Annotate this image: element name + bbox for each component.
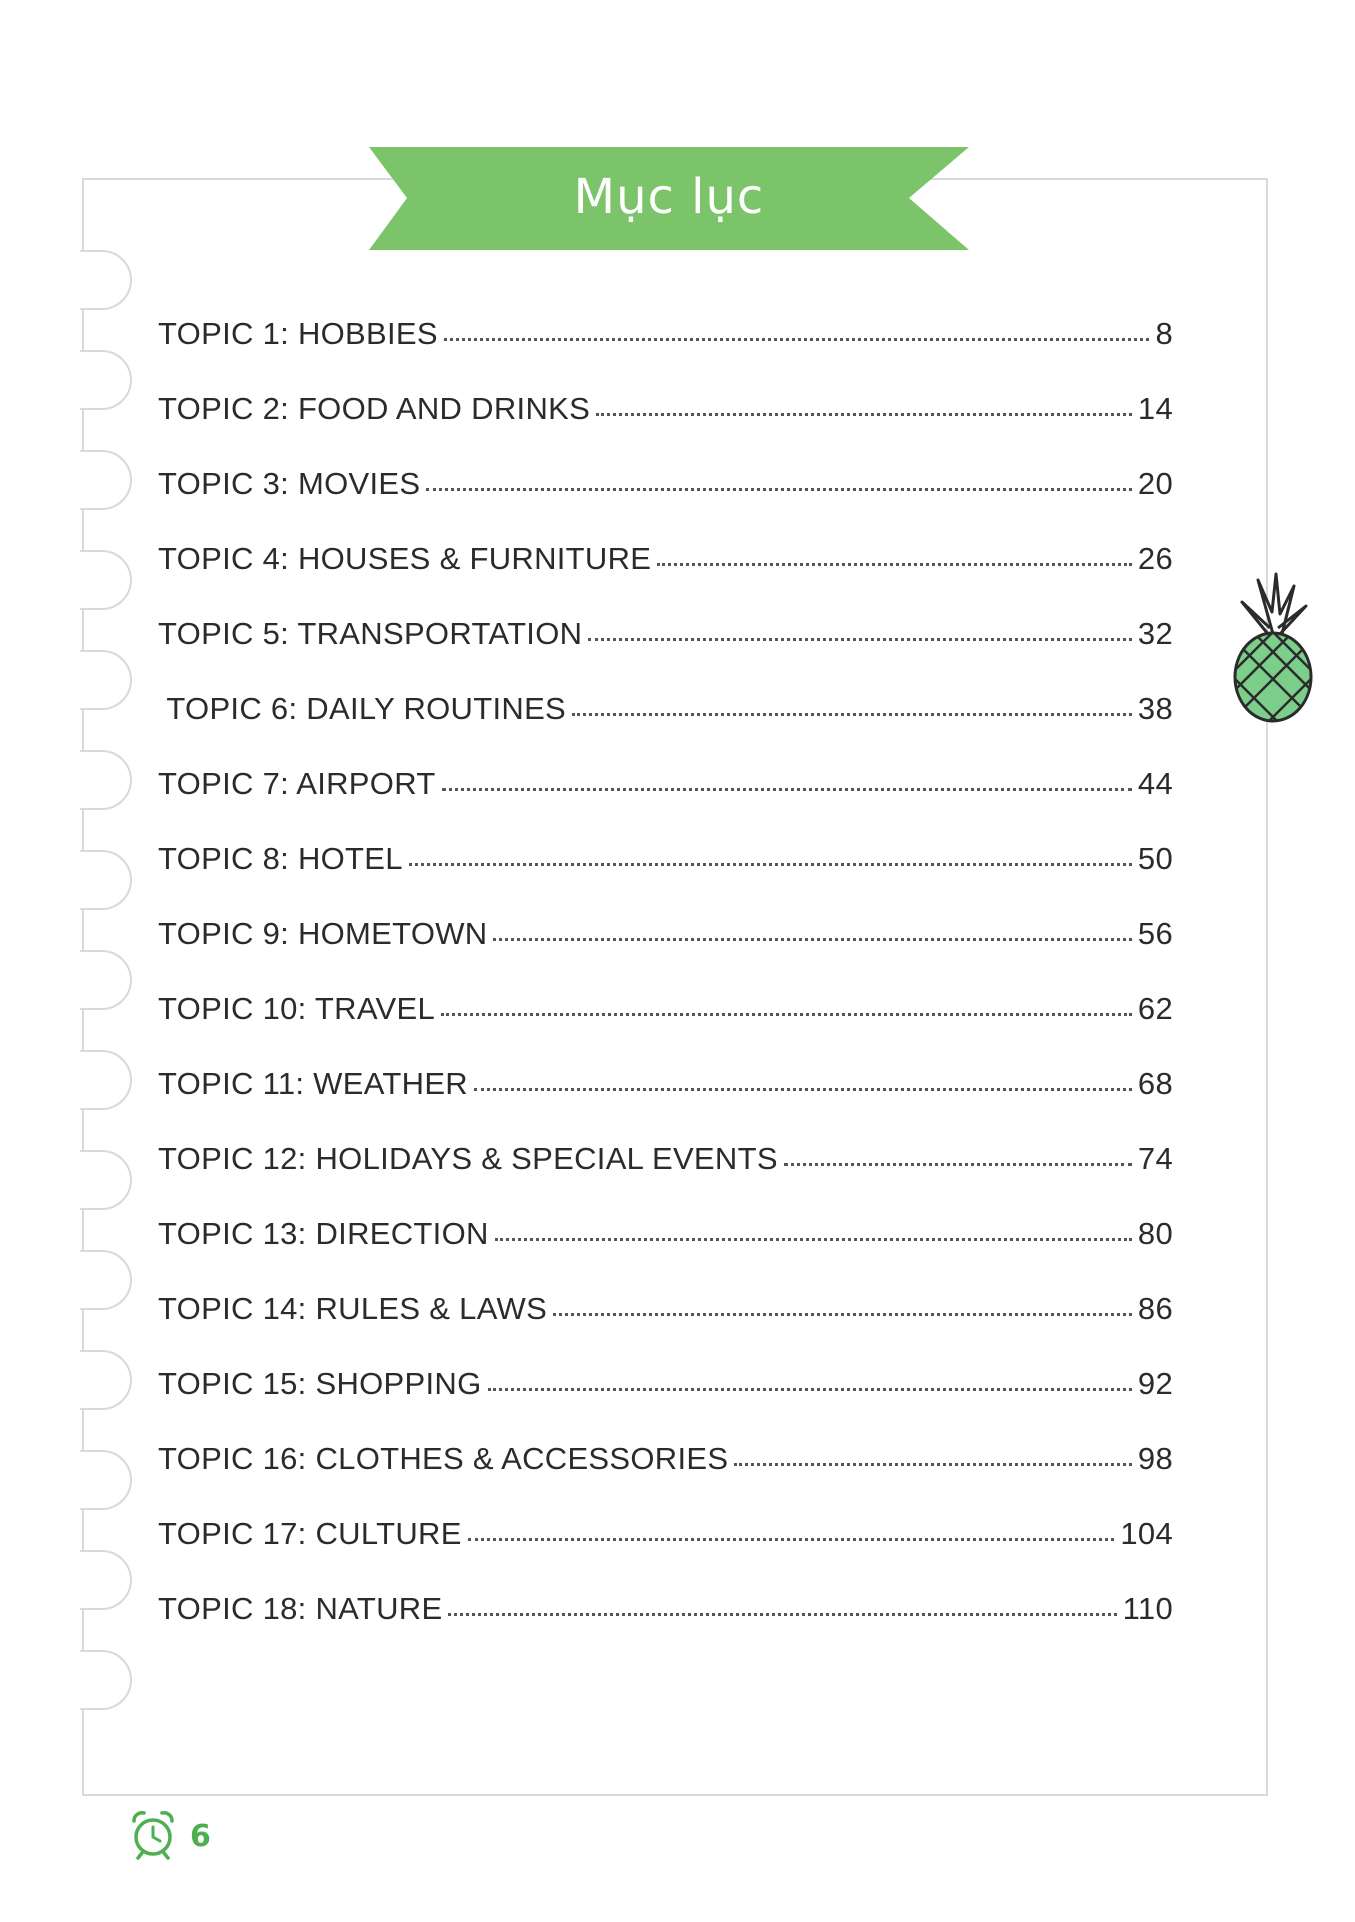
- binding-ring: [80, 650, 132, 710]
- toc-item[interactable]: [158, 916, 1173, 991]
- toc-page-number: 20: [1137, 466, 1173, 501]
- toc-label: TOPIC 9: HOMETOWN: [158, 916, 488, 951]
- toc-item[interactable]: [158, 1366, 1173, 1441]
- toc-item[interactable]: [158, 1216, 1173, 1291]
- toc-label: TOPIC 16: CLOTHES & ACCESSORIES: [158, 1441, 729, 1476]
- toc-label: TOPIC 12: HOLIDAYS & SPECIAL EVENTS: [158, 1141, 778, 1176]
- toc-page-number: 44: [1137, 766, 1173, 801]
- pineapple-icon: [1228, 572, 1318, 724]
- dot-leader: [493, 938, 1131, 941]
- toc-page-number: 104: [1120, 1516, 1173, 1551]
- table-of-contents: [158, 316, 1173, 1666]
- toc-item[interactable]: [158, 841, 1173, 916]
- toc-item[interactable]: [158, 1291, 1173, 1366]
- dot-leader: [441, 1013, 1132, 1016]
- toc-item[interactable]: [158, 1591, 1173, 1666]
- toc-item[interactable]: [158, 1066, 1173, 1141]
- dot-leader: [442, 788, 1132, 791]
- toc-label: TOPIC 10: TRAVEL: [158, 991, 436, 1026]
- toc-page-number: 86: [1137, 1291, 1173, 1326]
- dot-leader: [444, 338, 1150, 341]
- binding-ring: [80, 1350, 132, 1410]
- toc-page-number: 50: [1137, 841, 1173, 876]
- toc-page-number: 110: [1122, 1591, 1173, 1626]
- toc-page-number: 56: [1137, 916, 1173, 951]
- toc-item[interactable]: [158, 1141, 1173, 1216]
- toc-item[interactable]: [158, 541, 1173, 616]
- toc-label: TOPIC 2: FOOD AND DRINKS: [158, 391, 591, 426]
- page-title: Mục lục: [573, 169, 765, 225]
- toc-label: TOPIC 18: NATURE: [158, 1591, 443, 1626]
- toc-item[interactable]: [158, 766, 1173, 841]
- page-number: 6: [190, 1818, 211, 1854]
- binding-ring: [80, 1450, 132, 1510]
- dot-leader: [426, 488, 1132, 491]
- dot-leader: [495, 1238, 1132, 1241]
- dot-leader: [488, 1388, 1132, 1391]
- toc-page-number: 26: [1137, 541, 1173, 576]
- dot-leader: [468, 1538, 1115, 1541]
- toc-label: TOPIC 8: HOTEL: [158, 841, 403, 876]
- toc-label: TOPIC 7: AIRPORT: [158, 766, 436, 801]
- toc-item[interactable]: [158, 991, 1173, 1066]
- dot-leader: [448, 1613, 1116, 1616]
- toc-label: TOPIC 13: DIRECTION: [158, 1216, 489, 1251]
- toc-page-number: 14: [1137, 391, 1173, 426]
- toc-page-number: 74: [1137, 1141, 1173, 1176]
- dot-leader: [784, 1163, 1132, 1166]
- toc-page-number: 68: [1137, 1066, 1173, 1101]
- toc-page-number: 38: [1137, 691, 1173, 726]
- binding-ring: [80, 850, 132, 910]
- toc-label: TOPIC 17: CULTURE: [158, 1516, 462, 1551]
- toc-label: TOPIC 14: RULES & LAWS: [158, 1291, 548, 1326]
- toc-item[interactable]: [158, 691, 1173, 766]
- toc-page-number: 8: [1155, 316, 1173, 351]
- binding-ring: [80, 350, 132, 410]
- toc-item[interactable]: [158, 316, 1173, 391]
- toc-item[interactable]: [158, 391, 1173, 466]
- toc-label: TOPIC 6: DAILY ROUTINES: [158, 691, 567, 726]
- dot-leader: [596, 413, 1132, 416]
- dot-leader: [572, 713, 1132, 716]
- binding-ring: [80, 950, 132, 1010]
- dot-leader: [734, 1463, 1132, 1466]
- toc-page-number: 98: [1137, 1441, 1173, 1476]
- binding-ring: [80, 750, 132, 810]
- toc-label: TOPIC 5: TRANSPORTATION: [158, 616, 583, 651]
- toc-label: TOPIC 11: WEATHER: [158, 1066, 468, 1101]
- dot-leader: [657, 563, 1132, 566]
- toc-item[interactable]: [158, 616, 1173, 691]
- binding-ring: [80, 1150, 132, 1210]
- binding-ring: [80, 1550, 132, 1610]
- toc-item[interactable]: [158, 1441, 1173, 1516]
- toc-item[interactable]: [158, 1516, 1173, 1591]
- toc-label: TOPIC 1: HOBBIES: [158, 316, 438, 351]
- binding-ring: [80, 550, 132, 610]
- toc-label: TOPIC 3: MOVIES: [158, 466, 421, 501]
- title-banner: [369, 147, 969, 250]
- dot-leader: [409, 863, 1132, 866]
- binding-ring: [80, 1650, 132, 1710]
- binding-ring: [80, 250, 132, 310]
- toc-page-number: 80: [1137, 1216, 1173, 1251]
- spiral-binding: [80, 250, 140, 1730]
- dot-leader: [553, 1313, 1132, 1316]
- page-footer: [128, 1808, 211, 1864]
- toc-page-number: 92: [1137, 1366, 1173, 1401]
- toc-item[interactable]: [158, 466, 1173, 541]
- dot-leader: [474, 1088, 1132, 1091]
- binding-ring: [80, 1050, 132, 1110]
- binding-ring: [80, 1250, 132, 1310]
- toc-label: TOPIC 4: HOUSES & FURNITURE: [158, 541, 652, 576]
- alarm-clock-icon: [128, 1807, 178, 1866]
- toc-page-number: 32: [1137, 616, 1173, 651]
- toc-label: TOPIC 15: SHOPPING: [158, 1366, 482, 1401]
- toc-page-number: 62: [1137, 991, 1173, 1026]
- dot-leader: [588, 638, 1132, 641]
- binding-ring: [80, 450, 132, 510]
